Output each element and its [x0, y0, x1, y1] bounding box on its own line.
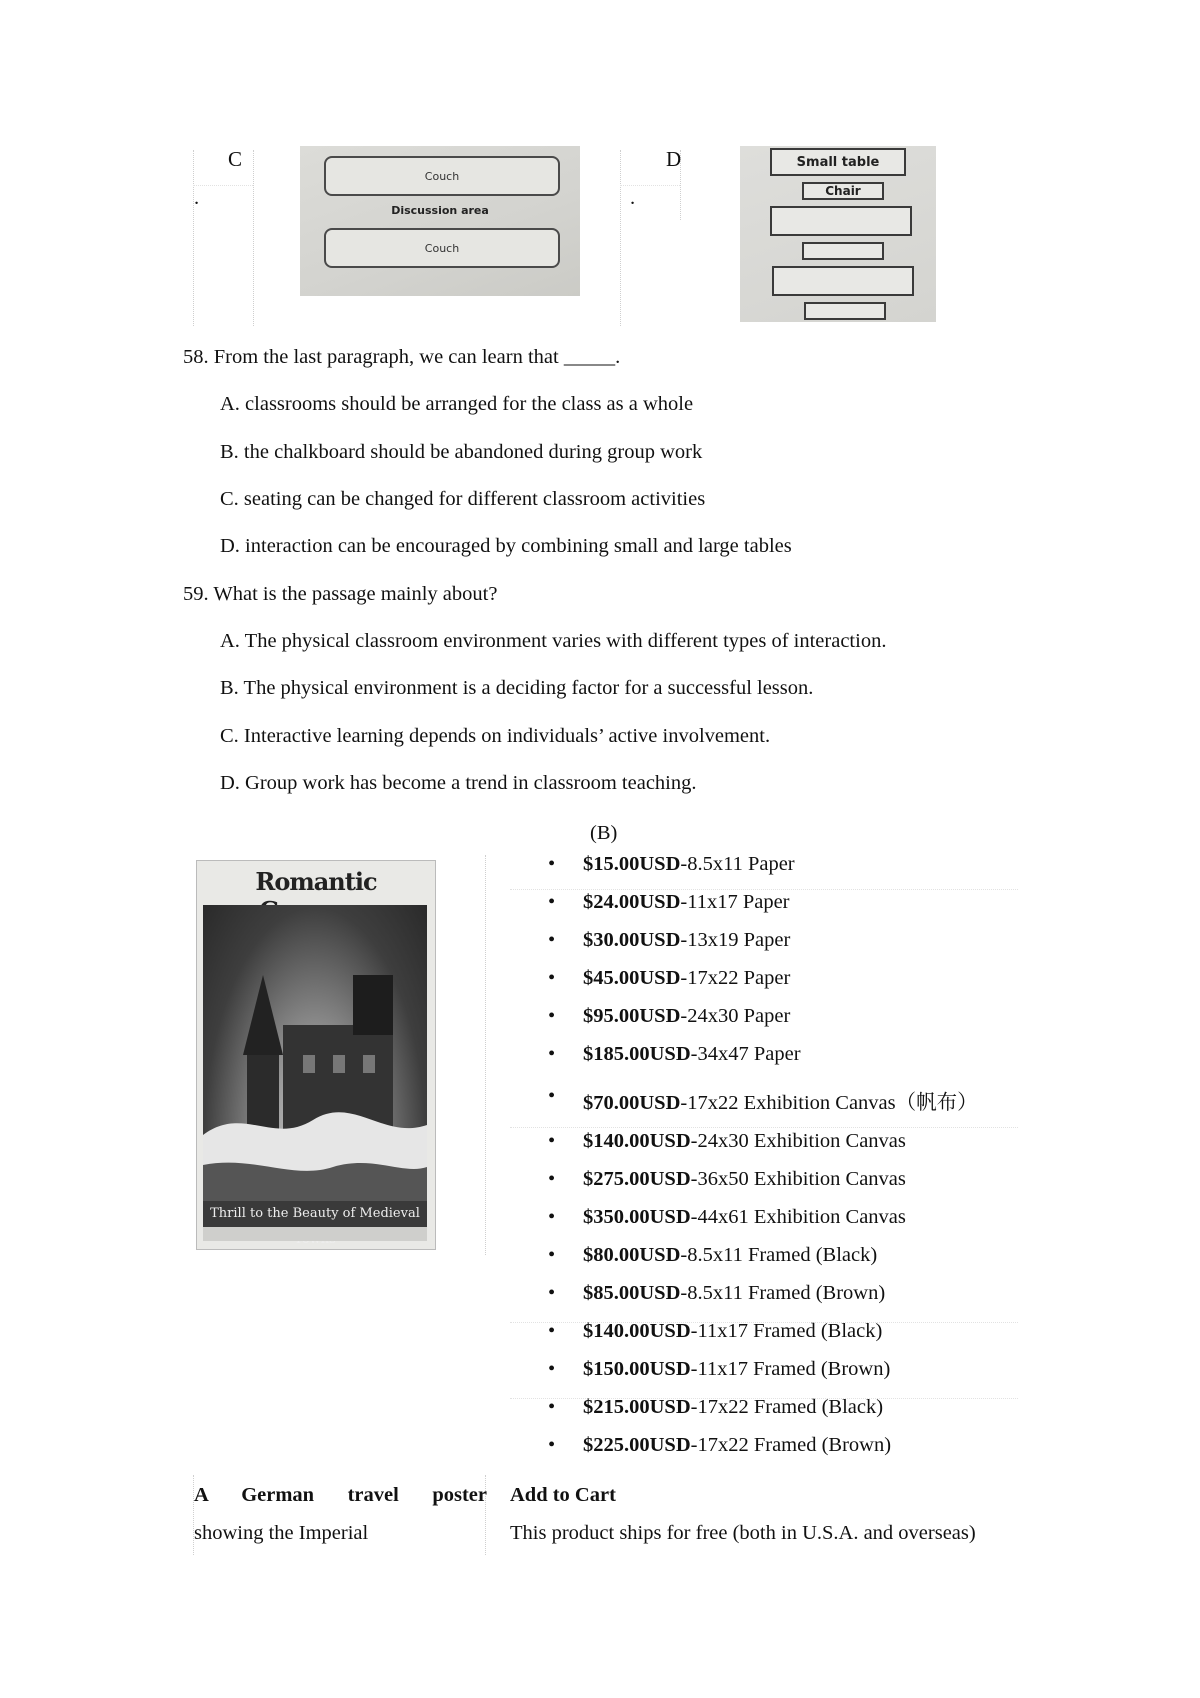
- price-item-text: [583, 1358, 890, 1381]
- small-table-diagram: [740, 146, 936, 322]
- price-item-text: [583, 891, 790, 914]
- table-rule: [620, 185, 680, 186]
- question-58-option-d: D. interaction can be encouraged by combining small and large tables: [220, 535, 792, 557]
- chair-box: [804, 302, 886, 320]
- travel-poster-image: [196, 860, 436, 1250]
- price-value: $85.00USD: [583, 1282, 681, 1304]
- price-description: -11x17 Framed (Brown): [690, 1358, 891, 1380]
- question-59-stem: 59. What is the passage mainly about?: [183, 583, 498, 605]
- dot-mark: .: [630, 187, 636, 209]
- table-rule: [510, 889, 1018, 890]
- bullet-icon: •: [548, 1358, 556, 1380]
- table-rule: [485, 855, 486, 1255]
- option-letter-d: D: [666, 147, 682, 171]
- discussion-area-diagram: [300, 146, 580, 296]
- section-b-label: (B): [590, 822, 618, 844]
- bullet-icon: •: [548, 1043, 556, 1065]
- price-value: $140.00USD: [583, 1130, 691, 1152]
- price-value: $15.00USD: [583, 853, 681, 875]
- add-to-cart-button[interactable]: Add to Cart: [510, 1484, 616, 1506]
- price-description: -17x22 Exhibition Canvas（帆布）: [680, 1092, 978, 1114]
- price-item-text: [583, 1168, 906, 1191]
- chair-box: Chair: [802, 182, 884, 200]
- bullet-icon: •: [548, 1168, 556, 1190]
- table-rule: [620, 150, 621, 326]
- bullet-icon: •: [548, 967, 556, 989]
- question-58-stem: 58. From the last paragraph, we can learn that _____.: [183, 346, 621, 368]
- price-value: $80.00USD: [583, 1244, 681, 1266]
- bullet-icon: •: [548, 1282, 556, 1304]
- price-description: -8.5x11 Paper: [680, 853, 795, 875]
- price-description: -8.5x11 Framed (Brown): [680, 1282, 886, 1304]
- table-rule: [510, 1127, 1018, 1128]
- price-item-text: [583, 1282, 885, 1305]
- castle-icon: [203, 905, 427, 1201]
- bullet-icon: •: [548, 1130, 556, 1152]
- question-58-option-c: C. seating can be changed for different classroom activities: [220, 488, 706, 510]
- price-value: $225.00USD: [583, 1434, 691, 1456]
- bullet-icon: •: [548, 1005, 556, 1027]
- price-item-text: [583, 1396, 883, 1419]
- price-description: -24x30 Exhibition Canvas: [690, 1130, 906, 1152]
- price-description: -44x61 Exhibition Canvas: [690, 1206, 906, 1228]
- price-description: -34x47 Paper: [690, 1043, 801, 1065]
- price-item-text: [583, 1206, 906, 1229]
- table-box: [770, 206, 912, 236]
- bullet-icon: •: [548, 853, 556, 875]
- poster-caption-text: A German travel poster: [194, 1484, 487, 1506]
- price-value: $150.00USD: [583, 1358, 691, 1380]
- question-59-option-b: B. The physical environment is a deciding factor for a successful lesson.: [220, 677, 814, 699]
- couch-bottom: Couch: [324, 228, 560, 268]
- table-box: [772, 266, 914, 296]
- poster-subtitle: Thrill to the Beauty of Medieval: [203, 1201, 427, 1227]
- price-value: $45.00USD: [583, 967, 681, 989]
- price-description: -11x17 Framed (Black): [690, 1320, 883, 1342]
- price-value: $140.00USD: [583, 1320, 691, 1342]
- poster-fine-print: [203, 1227, 427, 1241]
- option-letter-c: C: [228, 147, 243, 171]
- table-rule: [193, 150, 194, 326]
- price-item-text: [583, 1085, 978, 1115]
- price-value: $215.00USD: [583, 1396, 691, 1418]
- price-item-text: [583, 1005, 790, 1028]
- price-description: -8.5x11 Framed (Black): [680, 1244, 878, 1266]
- chair-box: [802, 242, 884, 260]
- bullet-icon: •: [548, 1396, 556, 1418]
- price-description: -11x17 Paper: [680, 891, 790, 913]
- question-59-option-c: C. Interactive learning depends on individuals’ active involvement.: [220, 725, 771, 747]
- shipping-note: This product ships for free (both in U.S.A. and overseas): [510, 1522, 976, 1544]
- price-description: -17x22 Framed (Black): [690, 1396, 884, 1418]
- table-rule: [253, 150, 254, 326]
- price-item-text: [583, 1244, 877, 1267]
- price-value: $275.00USD: [583, 1168, 691, 1190]
- price-value: $185.00USD: [583, 1043, 691, 1065]
- bullet-icon: •: [548, 1320, 556, 1342]
- couch-top: Couch: [324, 156, 560, 196]
- bullet-icon: •: [548, 1085, 556, 1107]
- price-value: $70.00USD: [583, 1092, 681, 1114]
- poster-title: Romantic: [255, 867, 377, 896]
- bullet-icon: •: [548, 1206, 556, 1228]
- price-item-text: [583, 1130, 906, 1153]
- price-value: $95.00USD: [583, 1005, 681, 1027]
- bullet-icon: •: [548, 1434, 556, 1456]
- price-item-text: [583, 967, 790, 990]
- price-item-text: [583, 1320, 882, 1343]
- dot-mark: .: [194, 187, 200, 209]
- price-value: $24.00USD: [583, 891, 681, 913]
- bullet-icon: •: [548, 891, 556, 913]
- small-table-box: Small table: [770, 148, 906, 176]
- price-value: $350.00USD: [583, 1206, 691, 1228]
- price-description: -17x22 Paper: [680, 967, 791, 989]
- question-58-option-b: B. the chalkboard should be abandoned during group work: [220, 441, 703, 463]
- price-description: -36x50 Exhibition Canvas: [690, 1168, 906, 1190]
- price-item-text: [583, 929, 790, 952]
- bullet-icon: •: [548, 1244, 556, 1266]
- poster-caption-line2: showing the Imperial: [194, 1522, 369, 1544]
- poster-caption-line1: [194, 1484, 487, 1507]
- price-item-text: [583, 1043, 801, 1066]
- price-item-text: [583, 853, 795, 876]
- question-58-option-a: A. classrooms should be arranged for the class as a whole: [220, 393, 694, 415]
- bullet-icon: •: [548, 929, 556, 951]
- price-description: -17x22 Framed (Brown): [690, 1434, 892, 1456]
- price-description: -13x19 Paper: [680, 929, 791, 951]
- price-description: -24x30 Paper: [680, 1005, 791, 1027]
- castle-illustration: [203, 905, 427, 1201]
- question-59-option-d: D. Group work has become a trend in classroom teaching.: [220, 772, 697, 794]
- table-rule: [193, 185, 253, 186]
- price-value: $30.00USD: [583, 929, 681, 951]
- question-59-option-a: A. The physical classroom environment varies with different types of interaction.: [220, 630, 887, 652]
- discussion-area-label: Discussion area: [391, 204, 489, 217]
- price-item-text: [583, 1434, 891, 1457]
